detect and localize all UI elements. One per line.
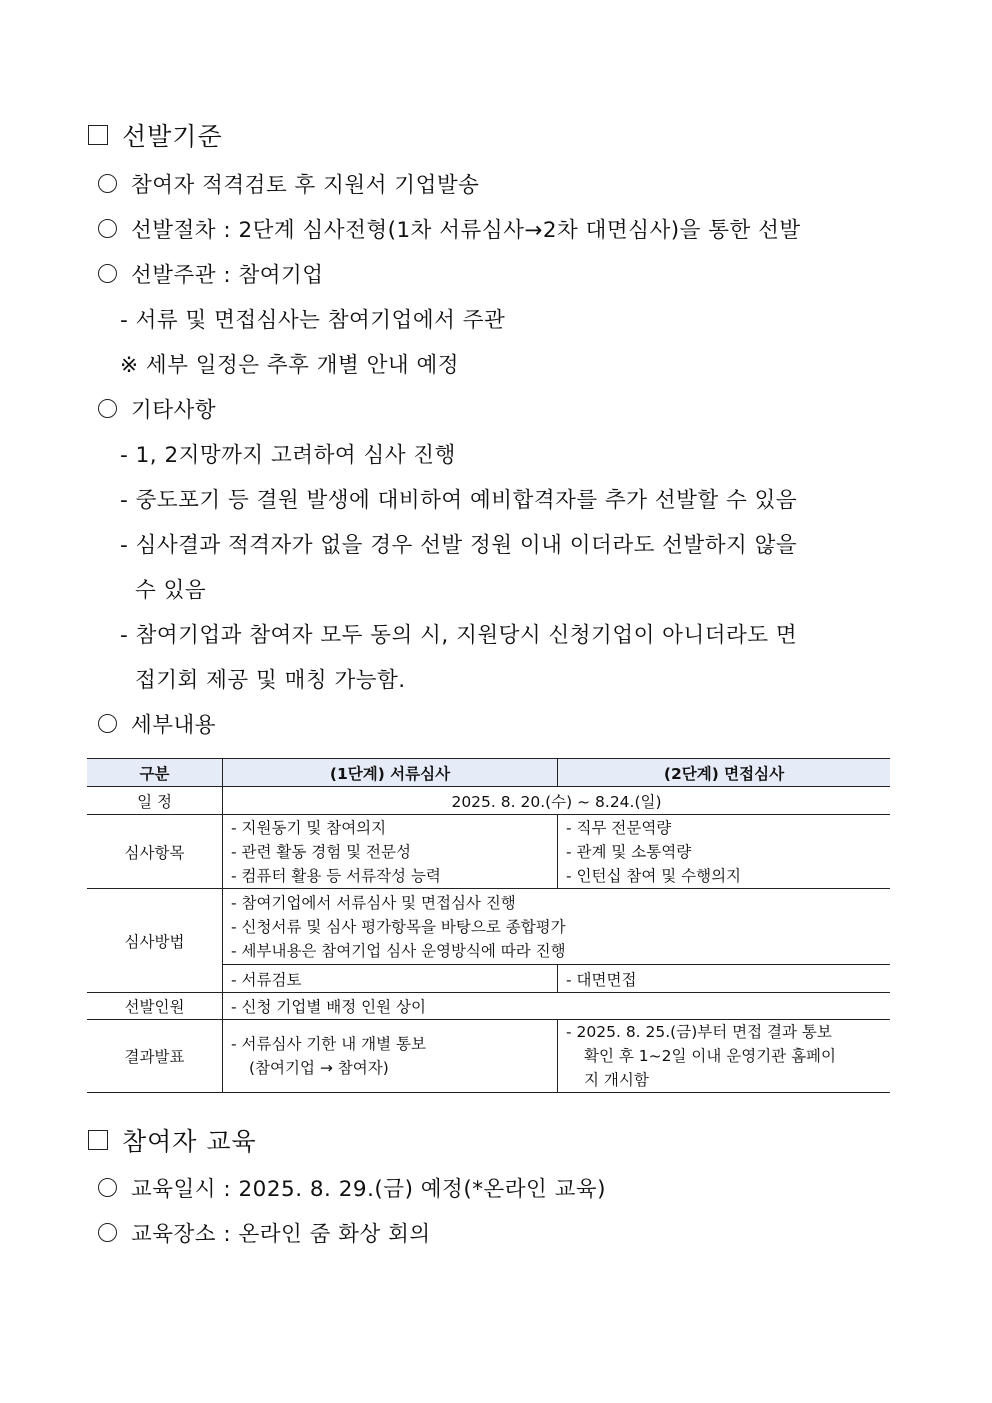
sub-item: - 중도포기 등 결원 발생에 대비하여 예비합격자를 추가 선발할 수 있음 [120, 488, 798, 513]
method-common [223, 889, 891, 965]
cell-line: - 직무 전문역량 [566, 818, 672, 837]
cell-line: - 컴퓨터 활용 등 서류작성 능력 [231, 866, 441, 885]
list-item-text: 교육장소 : 온라인 줌 화상 회의 [131, 1222, 431, 1247]
list-item [98, 168, 479, 199]
sub-item-continuation: 수 있음 [135, 578, 207, 603]
list-item [98, 708, 216, 739]
circle-bullet-icon [98, 1223, 117, 1242]
section-heading-participant-education [88, 1122, 257, 1158]
list-item [98, 213, 801, 244]
cell-line: - 관계 및 소통역량 [566, 842, 692, 861]
sub-item: - 참여기업과 참여자 모두 동의 시, 지원당시 신청기업이 아니더라도 면 [120, 623, 798, 648]
cell-line: - 참여기업에서 서류심사 및 면접심사 진행 [231, 893, 516, 912]
list-item [98, 1172, 606, 1203]
cell-line: - 2025. 8. 25.(금)부터 면접 결과 통보 [566, 1023, 832, 1041]
table-row [87, 993, 890, 1020]
cell-line: 확인 후 1~2일 이내 운영기관 홈페이 [584, 1047, 836, 1065]
circle-bullet-icon [98, 264, 117, 283]
row-label: 심사방법 [87, 889, 223, 993]
sub-item: - 서류 및 면접심사는 참여기업에서 주관 [120, 308, 506, 333]
row-label: 선발인원 [87, 993, 223, 1020]
cell-line: 지 개시함 [584, 1071, 649, 1089]
sub-item: - 1, 2지망까지 고려하여 심사 진행 [120, 443, 456, 468]
header-stage2: (2단계) 면접심사 [558, 759, 891, 787]
table-row [87, 815, 890, 889]
criteria-stage1 [223, 815, 558, 889]
criteria-stage2 [558, 815, 891, 889]
list-item [98, 393, 216, 424]
list-item-text: 선발주관 : 참여기업 [131, 263, 324, 288]
circle-bullet-icon [98, 1178, 117, 1197]
sub-item-continuation: 접기회 제공 및 매칭 가능함. [135, 668, 406, 693]
list-item [98, 1217, 431, 1248]
header-stage1: (1단계) 서류심사 [223, 759, 558, 787]
cell-line: - 신청서류 및 심사 평가항목을 바탕으로 종합평가 [231, 917, 566, 936]
circle-bullet-icon [98, 219, 117, 238]
cell-line: - 지원동기 및 참여의지 [231, 818, 387, 837]
section-heading-selection-criteria [88, 117, 223, 153]
method-stage2: - 대면면접 [558, 965, 891, 993]
header-category: 구분 [87, 759, 223, 787]
result-stage2 [558, 1020, 891, 1093]
table-header-row [87, 759, 890, 787]
square-bullet-icon [88, 125, 108, 145]
method-stage1: - 서류검토 [223, 965, 558, 993]
row-label: 심사항목 [87, 815, 223, 889]
schedule-value: 2025. 8. 20.(수) ~ 8.24.(일) [223, 787, 891, 815]
headcount-value: - 신청 기업별 배정 인원 상이 [223, 993, 891, 1020]
cell-line: - 세부내용은 참여기업 심사 운영방식에 따라 진행 [231, 941, 566, 960]
list-item-text: 세부내용 [131, 713, 217, 738]
table-row [87, 889, 890, 965]
section-title: 선발기준 [122, 122, 223, 151]
table-row [87, 1020, 890, 1093]
selection-details-table [87, 758, 890, 1093]
section-title: 참여자 교육 [122, 1127, 257, 1156]
list-item-text: 교육일시 : 2025. 8. 29.(금) 예정(*온라인 교육) [131, 1177, 607, 1202]
circle-bullet-icon [98, 399, 117, 418]
list-item-text: 기타사항 [131, 398, 217, 423]
sub-item: - 심사결과 적격자가 없을 경우 선발 정원 이내 이더라도 선발하지 않을 [120, 533, 798, 558]
result-stage1 [223, 1020, 558, 1093]
circle-bullet-icon [98, 714, 117, 733]
circle-bullet-icon [98, 174, 117, 193]
cell-line: (참여기업 → 참여자) [249, 1059, 389, 1077]
table-row [87, 787, 890, 815]
cell-line: - 인턴십 참여 및 수행의지 [566, 866, 742, 885]
cell-line: - 관련 활동 경험 및 전문성 [231, 842, 411, 861]
square-bullet-icon [88, 1130, 108, 1150]
row-label: 일 정 [87, 787, 223, 815]
list-item [98, 258, 324, 289]
list-item-text: 참여자 적격검토 후 지원서 기업발송 [131, 173, 480, 198]
row-label: 결과발표 [87, 1020, 223, 1093]
list-item-text: 선발절차 : 2단계 심사전형(1차 서류심사→2차 대면심사)을 통한 선발 [131, 218, 801, 243]
cell-line: - 서류심사 기한 내 개별 통보 [231, 1035, 426, 1053]
note-item: ※ 세부 일정은 추후 개별 안내 예정 [120, 353, 460, 378]
